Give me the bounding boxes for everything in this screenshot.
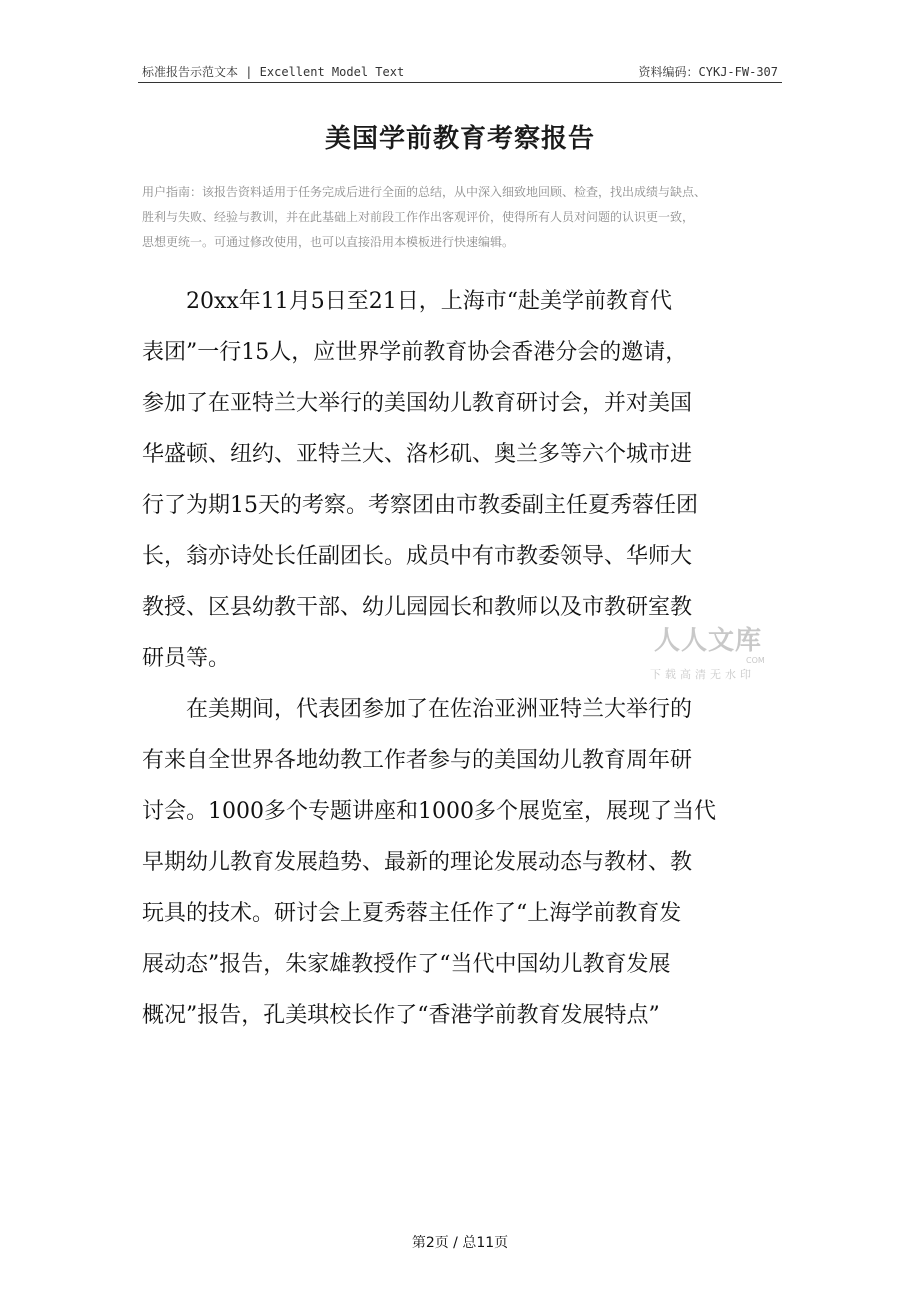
document-body (142, 276, 792, 1041)
page-footer (0, 1232, 920, 1252)
body-line: 概况”报告，孔美琪校长作了“香港学前教育发展特点” (142, 1003, 660, 1028)
watermark-main-text: 人人文库 (654, 626, 763, 656)
header-document-code: 资料编码：CYKJ-FW-307 (638, 65, 778, 79)
watermark-com-text: COM (746, 656, 765, 665)
user-guide (142, 180, 792, 255)
watermark-sub-text: 下载高清无水印 (650, 668, 755, 681)
body-line: 玩具的技术。研讨会上夏秀蓉主任作了“上海学前教育发 (142, 901, 682, 926)
body-line: 讨会。1000多个专题讲座和1000多个展览室，展现了当代 (142, 799, 716, 824)
body-line: 在美期间，代表团参加了在佐治亚洲亚特兰大举行的 (142, 697, 693, 722)
guide-line: 胜利与失败、经验与教训，并在此基础上对前段工作作出客观评价，使得所有人员对问题的认识更一致， (142, 210, 695, 224)
body-line: 教授、区县幼教干部、幼儿园园长和教师以及市教研室教 (142, 595, 693, 620)
body-line: 长，翁亦诗处长任副团长。成员中有市教委领导、华师大 (142, 544, 693, 569)
body-line: 华盛顿、纽约、亚特兰大、洛杉矶、奥兰多等六个城市进 (142, 442, 693, 467)
page-header (138, 60, 782, 83)
page-number: 第2页 / 总11页 (411, 1235, 509, 1251)
body-line: 有来自全世界各地幼教工作者参与的美国幼儿教育周年研 (142, 748, 693, 773)
guide-line: 思想更统一。可通过修改使用，也可以直接沿用本模板进行快速编辑。 (142, 235, 515, 249)
header-left-text: 标准报告示范文本 | Excellent Model Text (142, 65, 405, 79)
body-line: 参加了在亚特兰大举行的美国幼儿教育研讨会，并对美国 (142, 391, 693, 416)
body-line: 行了为期15天的考察。考察团由市教委副主任夏秀蓉任团 (142, 493, 698, 518)
guide-line: 用户指南：该报告资料适用于任务完成后进行全面的总结，从中深入细致地回顾、检查，找出成绩与缺点、 (142, 185, 707, 199)
body-line: 展动态”报告，朱家雄教授作了“当代中国幼儿教育发展 (142, 952, 671, 977)
body-line: 研员等。 (142, 646, 231, 671)
document-title: 美国学前教育考察报告 (324, 124, 595, 154)
body-line: 表团”一行15人，应世界学前教育协会香港分会的邀请， (142, 340, 688, 365)
body-line: 早期幼儿教育发展趋势、最新的理论发展动态与教材、教 (142, 850, 693, 875)
body-line: 20xx年11月5日至21日，上海市“赴美学前教育代 (142, 289, 673, 314)
